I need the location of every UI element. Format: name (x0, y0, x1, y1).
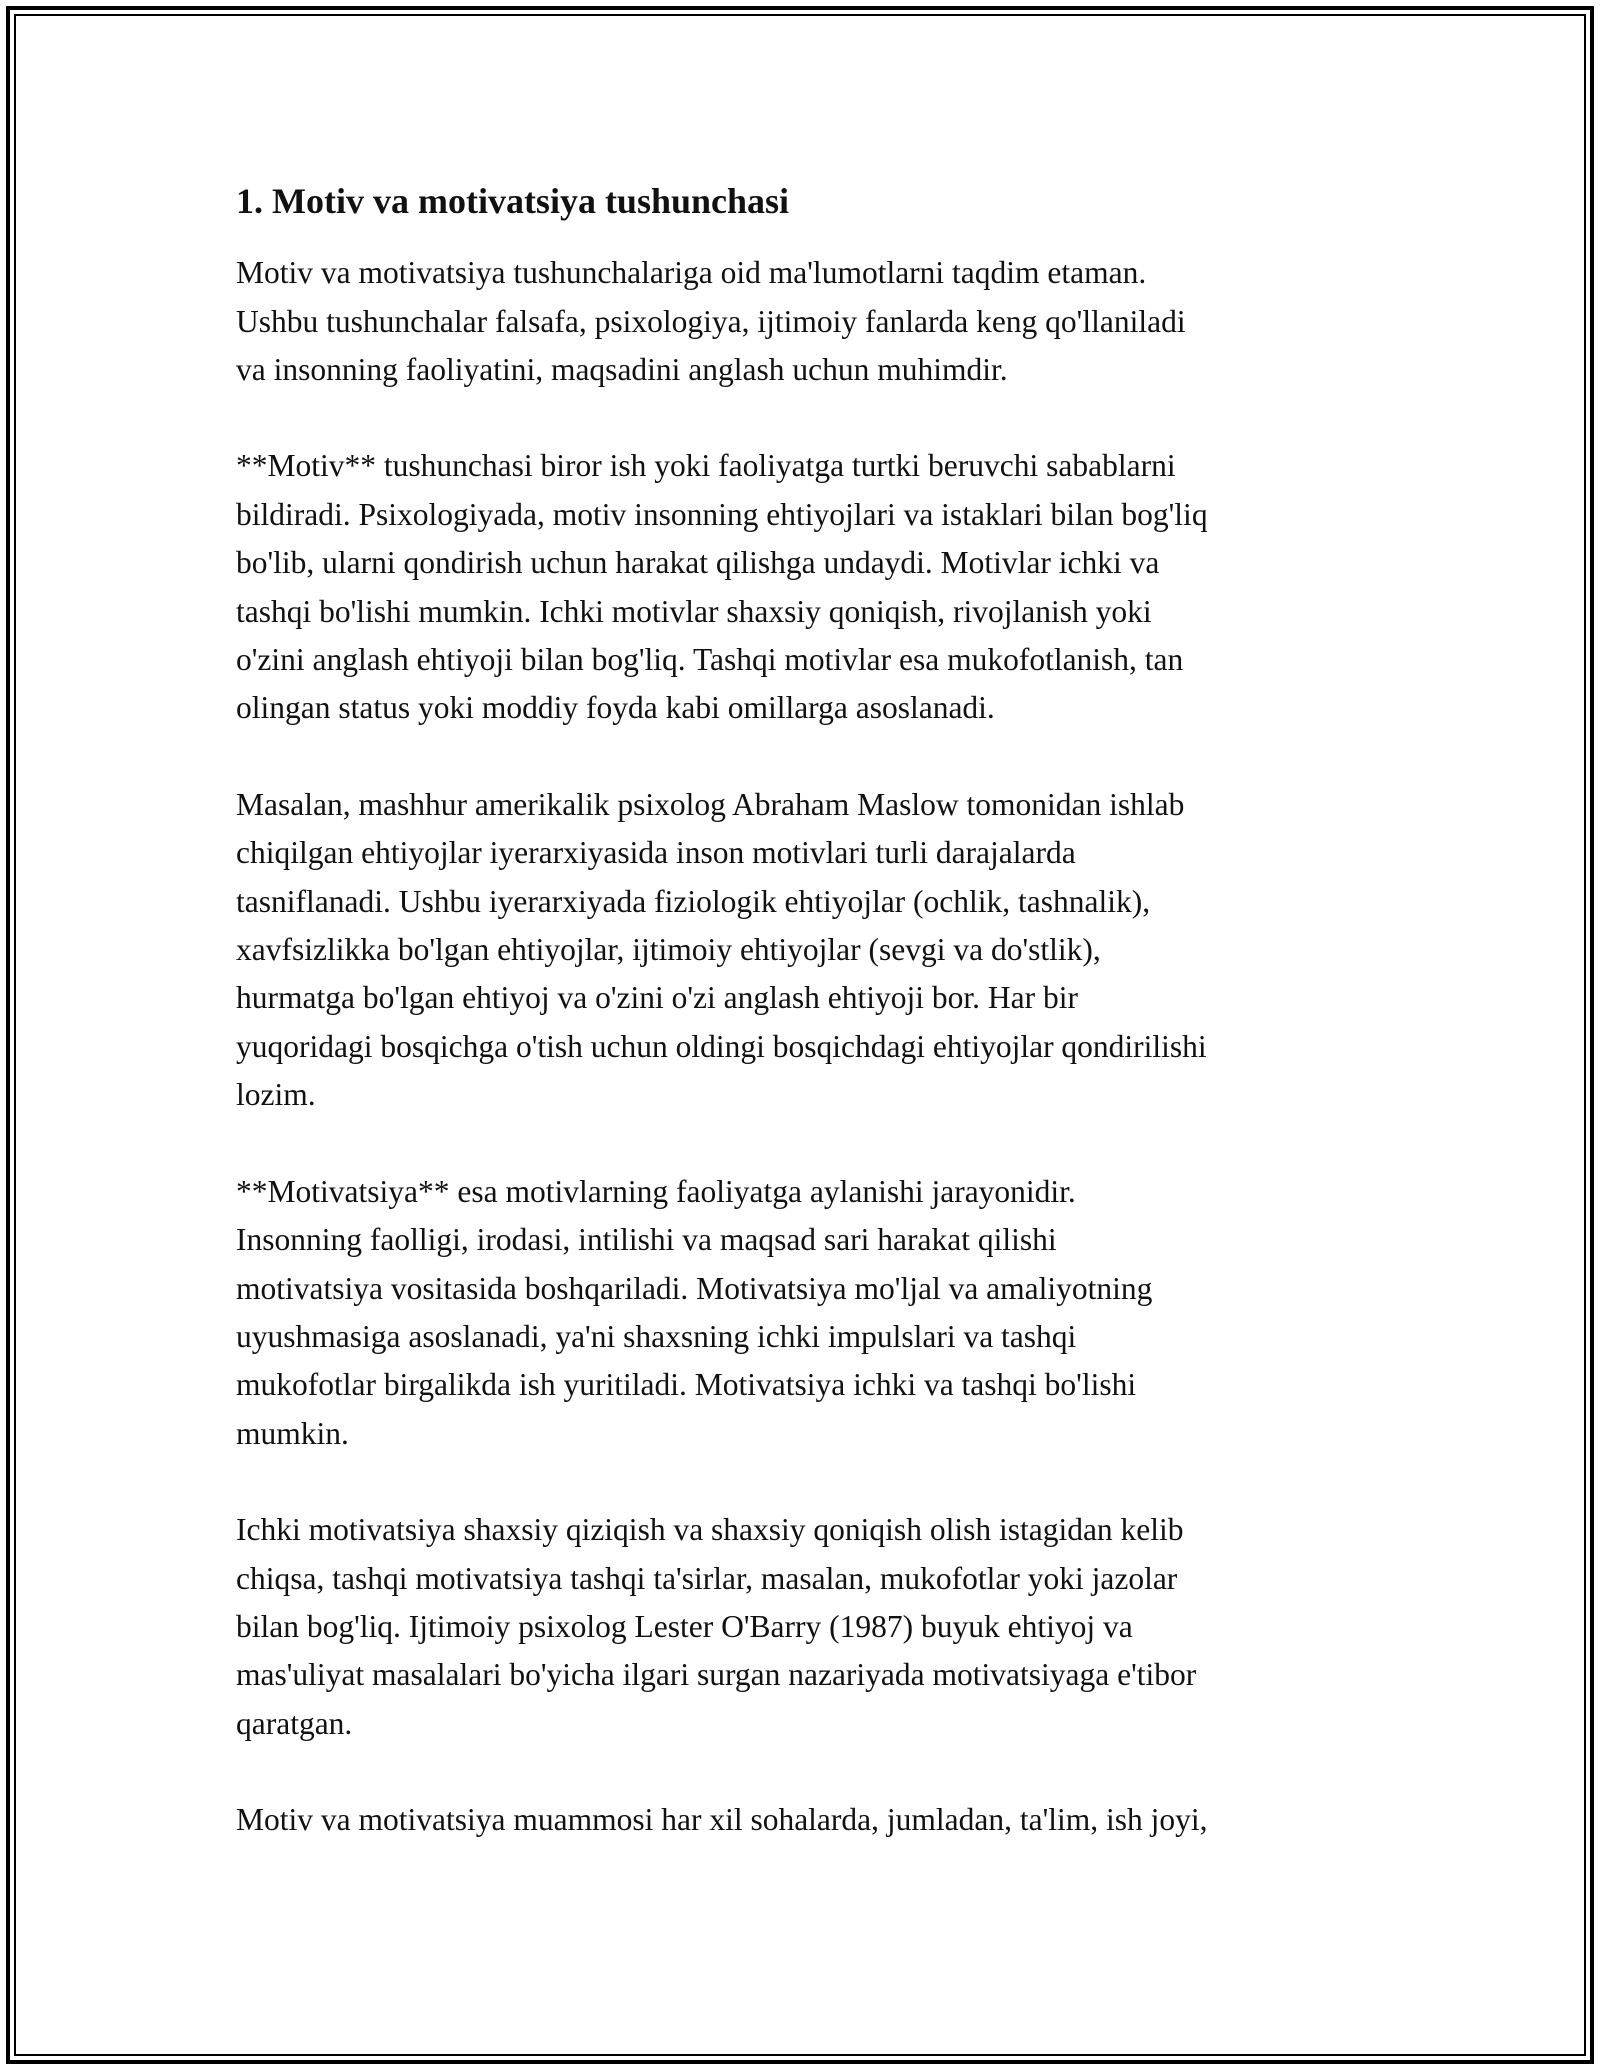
paragraph-closing: Motiv va motivatsiya muammosi har xil sohalarda, jumladan, ta'lim, ish joyi, (236, 1802, 1208, 1838)
paragraph-motiv: **Motiv** tushunchasi biror ish yoki faoliyatga turtki beruvchi sabablarni bildiradi. Psixologiyada, motiv insonning ehtiyojlari va istaklari bilan bog'liq bo'lib, ularni qondirish uchun harakat qilishga undaydi. Motivlar ichki va tashqi bo'lishi mumkin. Ichki motivlar shaxsiy qoniqish, rivojlanish yoki o'zini anglash ehtiyoji bilan bog'liq. Tashqi motivlar esa mukofotlanish, tan olingan status yoki moddiy foyda kabi omillarga asoslanadi. (236, 448, 1208, 726)
paragraph-maslow: Masalan, mashhur amerikalik psixolog Abraham Maslow tomonidan ishlab chiqilgan ehtiyojlar iyerarxiyasida inson motivlari turli darajalarda tasniflanadi. Ushbu iyerarxiyada fiziologik ehtiyojlar (ochlik, tashnalik), xavfsizlikka bo'lgan ehtiyojlar, ijtimoiy ehtiyojlar (sevgi va do'stlik), hurmatga bo'lgan ehtiyoj va o'zini o'zi anglash ehtiyoji bor. Har bir yuqoridagi bosqichga o'tish uchun oldingi bosqichdagi ehtiyojlar qondirilishi lozim. (236, 786, 1207, 1113)
paragraph-intro: Motiv va motivatsiya tushunchalariga oid ma'lumotlarni taqdim etaman. Ushbu tushunchalar falsafa, psixologiya, ijtimoiy fanlarda keng qo'llaniladi va insonning faoliyatini, maqsadini anglash uchun muhimdir. (236, 255, 1186, 387)
section-heading: 1. Motiv va motivatsiya tushunchasi (236, 181, 790, 221)
document-body (236, 180, 1376, 1893)
paragraph-ichki-tashqi: Ichki motivatsiya shaxsiy qiziqish va shaxsiy qoniqish olish istagidan kelib chiqsa, tashqi motivatsiya tashqi ta'sirlar, masalan, mukofotlar yoki jazolar bilan bog'liq. Ijtimoiy psixolog Lester O'Barry (1987) buyuk ehtiyoj va mas'uliyat masalalari bo'yicha ilgari surgan nazariyada motivatsiyaga e'tibor qaratgan. (236, 1512, 1197, 1741)
paragraph-motivatsiya: **Motivatsiya** esa motivlarning faoliyatga aylanishi jarayonidir. Insonning faolligi, irodasi, intilishi va maqsad sari harakat qilishi motivatsiya vositasida boshqariladi. Motivatsiya mo'ljal va amaliyotning uyushmasiga asoslanadi, ya'ni shaxsning ichki impulslari va tashqi mukofotlar birgalikda ish yuritiladi. Motivatsiya ichki va tashqi bo'lishi mumkin. (236, 1173, 1153, 1451)
